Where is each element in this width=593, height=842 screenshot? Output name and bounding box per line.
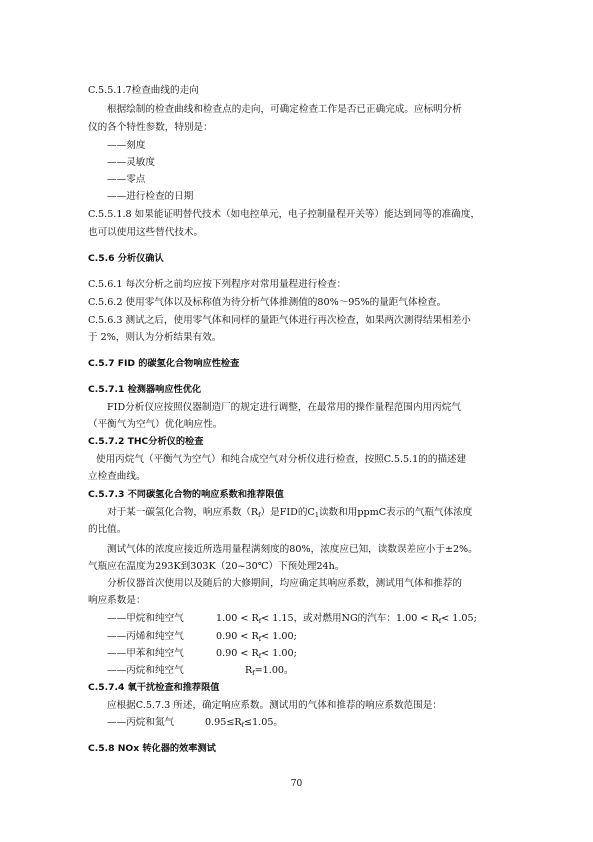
- paragraph-line: C.5.6.3 测试之后，使用零气体和同样的量距气体进行再次检查，如果两次测得结果相差小: [88, 315, 471, 326]
- section-heading-c58: C.5.8 NOx 转化器的效率测试: [88, 743, 216, 754]
- text-run: < 1.00;: [261, 631, 297, 642]
- paragraph-line: （平衡气为空气）优化响应性。: [88, 419, 223, 430]
- text-run: 1.00 < R: [216, 613, 259, 624]
- text-run: 对于某一碳氢化合物，响应系数（R: [107, 507, 259, 518]
- paragraph-line: 响应系数是：: [88, 595, 146, 606]
- subscript: f: [258, 617, 262, 625]
- subheading-c573: C.5.7.3 不同碳氢化合物的响应系数和推荐限值: [88, 489, 284, 500]
- list-item-label: ——丙烯和纯空气: [107, 631, 184, 642]
- text-run: ≤1.05。: [244, 717, 284, 728]
- list-item-label: ——丙烷和纯空气: [107, 665, 184, 676]
- text-run: R: [245, 665, 253, 676]
- text-run: < 1.00;: [261, 648, 297, 659]
- heading-c5517: C.5.5.1.7检查曲线的走向: [88, 85, 199, 96]
- subscript: f: [438, 617, 442, 625]
- section-heading-c56: C.5.6 分析仪确认: [88, 253, 164, 264]
- list-item: ——灵敏度: [107, 157, 155, 168]
- text-run: 0.95≤R: [205, 717, 242, 728]
- subscript: f: [252, 669, 255, 677]
- subscript: f: [258, 635, 262, 643]
- text-run: 0.90 < R: [216, 631, 259, 642]
- list-item-value: [245, 664, 294, 680]
- text-run: 读数和用ppmC表示的气瓶气体浓度: [318, 507, 473, 518]
- list-item-label: ——甲苯和纯空气: [107, 648, 184, 659]
- text-run: 0.90 < R: [216, 648, 259, 659]
- subscript: f: [241, 721, 245, 729]
- list-item-value: [216, 612, 477, 628]
- paragraph-line: 应根据C.5.7.3 所述，确定响应系数。测试用的气体和推荐的响应系数范围是：: [107, 700, 442, 711]
- paragraph-line: 使用丙烷气（平衡气为空气）和纯合成空气对分析仪进行检查，按照C.5.5.1的的描述建: [96, 454, 467, 465]
- text-run: ）是FID的C: [260, 507, 315, 518]
- paragraph-line: FID分析仪应按照仪器制造厂的规定进行调整，在最常用的操作量程范围内用丙烷气: [107, 402, 461, 413]
- subheading-c571: C.5.7.1 检测器响应性优化: [88, 384, 202, 395]
- paragraph-line: 根据绘制的检查曲线和检查点的走向，可确定检查工作是否已正确完成。应标明分析: [107, 104, 462, 115]
- paragraph-line: 也可以使用这些替代技术。: [88, 227, 204, 238]
- paragraph-line: C.5.6.1 每次分析之前均应按下列程序对常用量程进行检查：: [88, 279, 347, 290]
- paragraph-line: 气瓶应在温度为293K到303K（20~30℃）下预处理24h。: [88, 561, 345, 572]
- paragraph-line: C.5.5.1.8 如果能证明替代技术（如电控单元，电子控制量程开关等）能达到同等的准确度，: [88, 209, 481, 220]
- list-item-value: [216, 630, 297, 646]
- subheading-c572: C.5.7.2 THC分析仪的检查: [88, 436, 204, 447]
- list-item: ——刻度: [107, 140, 146, 151]
- section-heading-c57: C.5.7 FID 的碳氢化合物响应性检查: [88, 358, 240, 369]
- list-item-label: ——甲烷和纯空气: [107, 613, 184, 624]
- subheading-c574: C.5.7.4 氧干扰检查和推荐限值: [88, 682, 220, 693]
- list-item: ——零点: [107, 174, 146, 185]
- text-run: =1.00。: [254, 665, 294, 676]
- paragraph-line: C.5.6.2 使用零气体以及标称值为待分析气体推测值的80%～95%的量距气体检查。: [88, 297, 447, 308]
- paragraph-line: 仪的各个特性参数，特别是：: [88, 122, 213, 133]
- subscript: 1: [314, 511, 319, 519]
- paragraph-line: [107, 506, 472, 522]
- paragraph-line: 的比值。: [88, 524, 127, 535]
- text-run: < 1.05;: [441, 613, 477, 624]
- paragraph-line: 分析仪器首次使用以及随后的大修期间，均应确定其响应系数，测试用气体和推荐的: [107, 578, 462, 589]
- page-number: 70: [290, 779, 303, 789]
- paragraph-line: 立检查曲线。: [88, 471, 146, 482]
- list-item-value: [205, 716, 283, 732]
- subscript: f: [258, 652, 262, 660]
- list-item-label: ——丙烷和氮气: [107, 717, 175, 728]
- subscript: f: [258, 511, 261, 519]
- list-item-value: [216, 647, 297, 663]
- paragraph-line: 于 2%，则认为分析结果有效。: [88, 332, 222, 343]
- list-item: ——进行检查的日期: [107, 191, 194, 202]
- text-run: < 1.15，或对燃用NG的汽车：1.00 < R: [261, 613, 439, 624]
- paragraph-line: 测试气体的浓度应接近所选用量程满刻度的80%，浓度应已知，读数误差应小于±2%。: [107, 544, 478, 555]
